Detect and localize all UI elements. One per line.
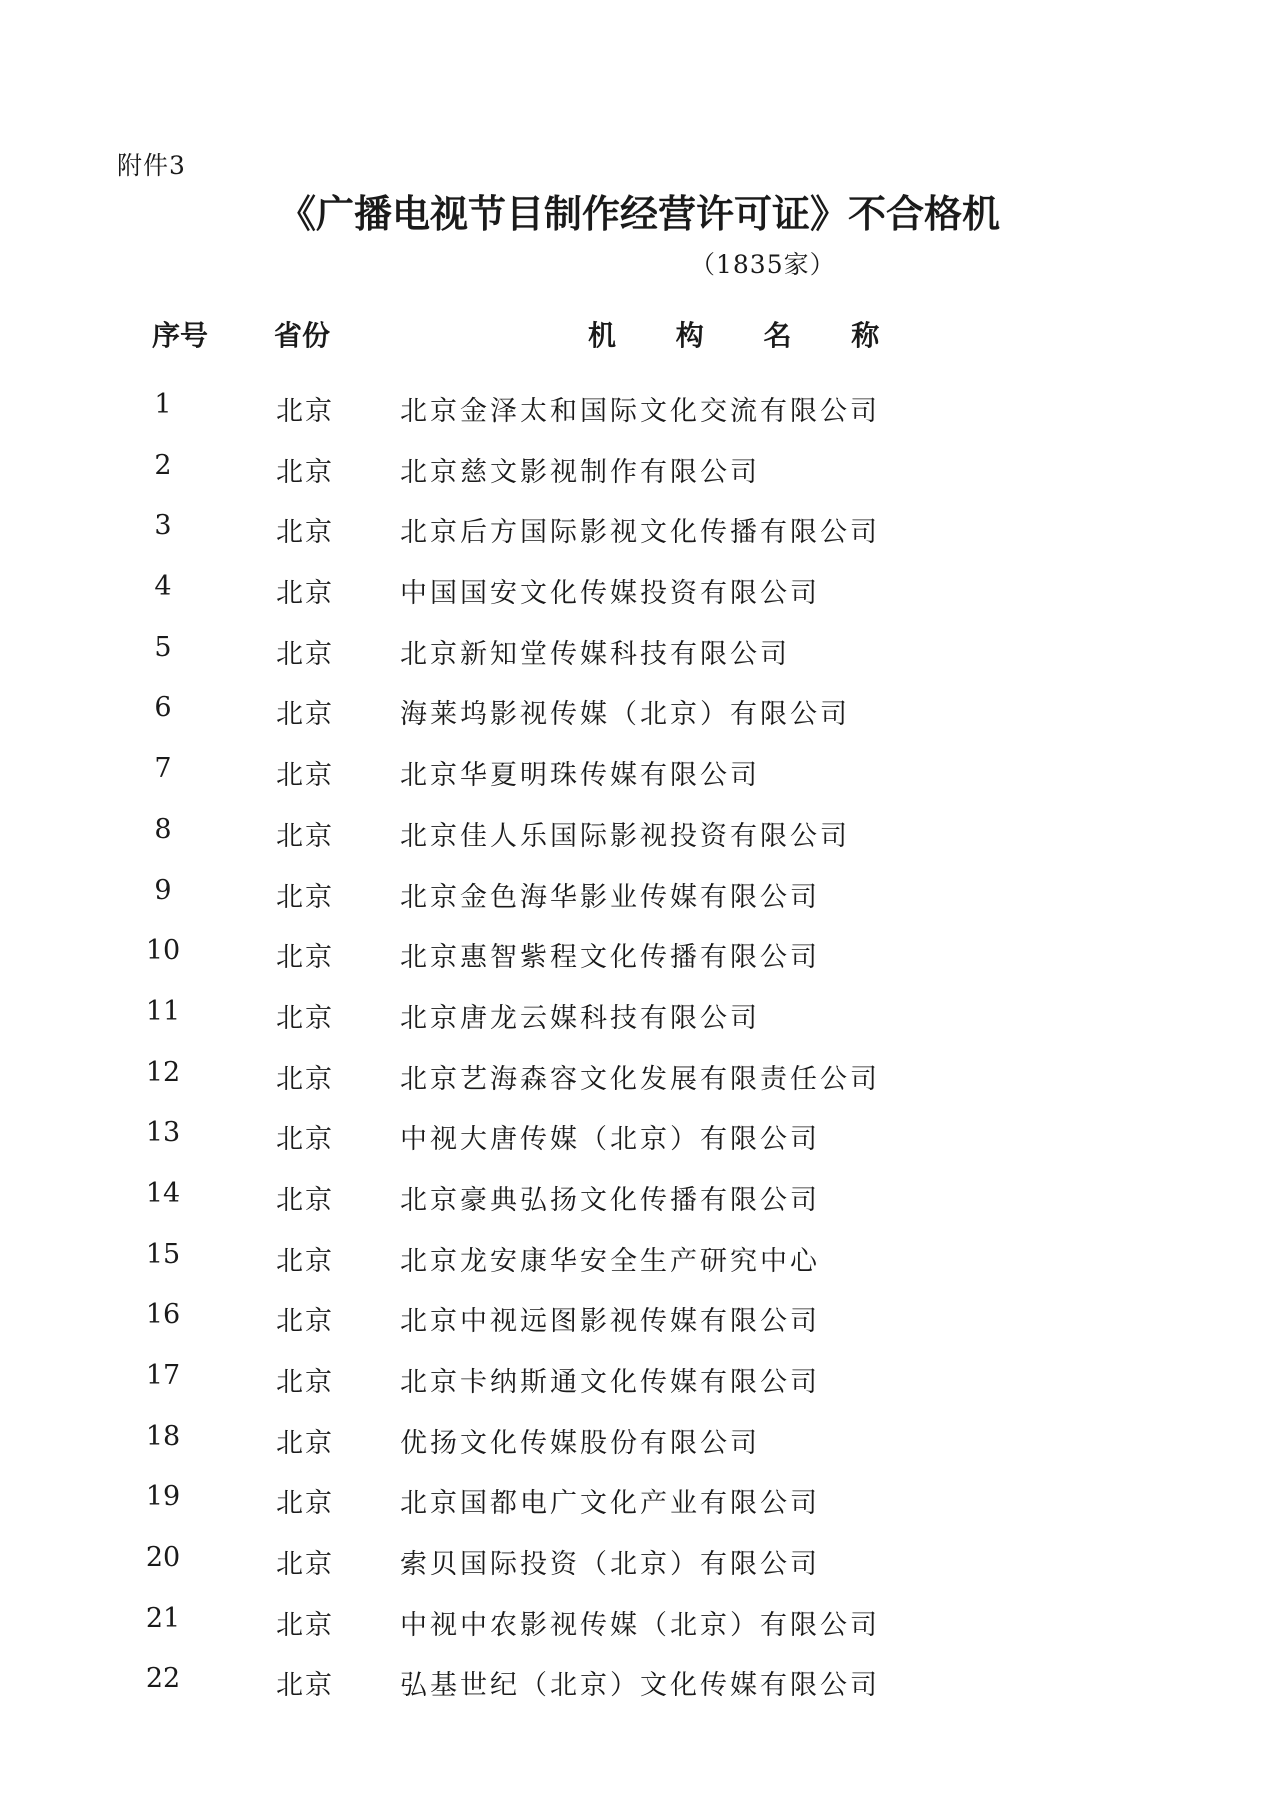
table-row xyxy=(0,983,1280,1044)
attachment-label: 附件3 xyxy=(117,151,186,180)
row-number: 3 xyxy=(154,510,172,542)
row-institution-name: 北京卡纳斯通文化传媒有限公司 xyxy=(400,1367,820,1398)
row-number: 21 xyxy=(145,1602,181,1634)
row-province: 北京 xyxy=(276,638,334,670)
row-institution-name: 北京艺海森容文化发展有限责任公司 xyxy=(400,1063,880,1095)
row-institution-name: 北京豪典弘扬文化传播有限公司 xyxy=(400,1184,820,1216)
table-row xyxy=(0,1044,1280,1105)
row-institution-name: 北京中视远图影视传媒有限公司 xyxy=(400,1306,820,1338)
table-row xyxy=(0,801,1280,862)
document-title: 《广播电视节目制作经营许可证》不合格机 xyxy=(278,192,1001,236)
row-province: 北京 xyxy=(276,396,334,427)
header-province: 省份 xyxy=(274,319,331,352)
row-province: 北京 xyxy=(276,760,334,792)
table-row xyxy=(0,497,1280,558)
row-province: 北京 xyxy=(276,1306,334,1338)
table-row xyxy=(0,679,1280,740)
row-province: 北京 xyxy=(276,881,334,913)
row-number: 12 xyxy=(145,1056,181,1088)
row-province: 北京 xyxy=(276,1245,334,1277)
table-row xyxy=(0,1408,1280,1469)
row-number: 20 xyxy=(145,1542,181,1574)
row-institution-name: 海莱坞影视传媒（北京）有限公司 xyxy=(400,699,850,731)
row-province: 北京 xyxy=(276,517,334,549)
row-province: 北京 xyxy=(276,1427,334,1459)
row-institution-name: 中视大唐传媒（北京）有限公司 xyxy=(400,1124,820,1156)
row-number: 2 xyxy=(154,449,172,481)
row-province: 北京 xyxy=(276,1549,334,1581)
row-province: 北京 xyxy=(276,1002,334,1034)
row-province: 北京 xyxy=(276,1609,334,1641)
row-number: 8 xyxy=(154,813,172,845)
row-province: 北京 xyxy=(276,1367,334,1398)
header-number: 序号 xyxy=(151,319,208,352)
row-province: 北京 xyxy=(276,1184,334,1216)
table-row xyxy=(0,1529,1280,1590)
row-number: 13 xyxy=(145,1117,181,1149)
table-row xyxy=(0,862,1280,923)
table-row xyxy=(0,1650,1280,1711)
row-institution-name: 北京佳人乐国际影视投资有限公司 xyxy=(400,820,850,852)
table-row xyxy=(0,437,1280,498)
table-row xyxy=(0,740,1280,801)
row-institution-name: 中视中农影视传媒（北京）有限公司 xyxy=(400,1609,880,1641)
table-row xyxy=(0,1165,1280,1226)
row-number: 10 xyxy=(145,935,181,967)
row-institution-name: 北京金色海华影业传媒有限公司 xyxy=(400,881,820,913)
table-row xyxy=(0,1226,1280,1287)
row-institution-name: 北京国都电广文化产业有限公司 xyxy=(400,1488,820,1520)
row-institution-name: 中国国安文化传媒投资有限公司 xyxy=(400,578,820,610)
row-institution-name: 北京唐龙云媒科技有限公司 xyxy=(400,1002,760,1034)
table-row xyxy=(0,922,1280,983)
row-number: 4 xyxy=(154,571,172,603)
row-number: 14 xyxy=(145,1177,181,1209)
row-number: 16 xyxy=(145,1299,181,1331)
row-institution-name: 北京新知堂传媒科技有限公司 xyxy=(400,638,790,670)
institution-table xyxy=(0,376,1280,1711)
row-number: 19 xyxy=(145,1481,181,1513)
row-institution-name: 北京华夏明珠传媒有限公司 xyxy=(400,760,760,792)
table-row xyxy=(0,1590,1280,1651)
table-row xyxy=(0,1286,1280,1347)
row-institution-name: 弘基世纪（北京）文化传媒有限公司 xyxy=(400,1670,880,1702)
row-number: 15 xyxy=(145,1238,181,1270)
table-row xyxy=(0,619,1280,680)
row-number: 9 xyxy=(154,874,172,906)
row-institution-name: 北京慈文影视制作有限公司 xyxy=(400,456,760,488)
row-institution-name: 索贝国际投资（北京）有限公司 xyxy=(400,1549,820,1581)
row-institution-name: 北京惠智紫程文化传播有限公司 xyxy=(400,942,820,974)
row-number: 17 xyxy=(145,1360,181,1391)
row-number: 5 xyxy=(154,631,172,663)
table-row xyxy=(0,1347,1280,1408)
row-province: 北京 xyxy=(276,1124,334,1156)
row-number: 11 xyxy=(145,995,181,1027)
row-number: 18 xyxy=(145,1420,181,1452)
row-province: 北京 xyxy=(276,699,334,731)
row-number: 7 xyxy=(154,753,172,785)
row-province: 北京 xyxy=(276,578,334,610)
table-row xyxy=(0,376,1280,437)
row-institution-name: 北京龙安康华安全生产研究中心 xyxy=(400,1245,820,1277)
row-province: 北京 xyxy=(276,1670,334,1702)
table-row xyxy=(0,1104,1280,1165)
header-institution-name: 机 构 名 称 xyxy=(588,319,905,352)
row-province: 北京 xyxy=(276,1488,334,1520)
row-province: 北京 xyxy=(276,942,334,974)
row-number: 1 xyxy=(154,389,172,420)
institution-count: （1835家） xyxy=(690,250,836,279)
row-institution-name: 北京后方国际影视文化传播有限公司 xyxy=(400,517,880,549)
row-number: 22 xyxy=(145,1663,181,1695)
row-number: 6 xyxy=(154,692,172,724)
table-row xyxy=(0,558,1280,619)
row-institution-name: 北京金泽太和国际文化交流有限公司 xyxy=(400,396,880,427)
row-institution-name: 优扬文化传媒股份有限公司 xyxy=(400,1427,760,1459)
table-row xyxy=(0,1468,1280,1529)
row-province: 北京 xyxy=(276,456,334,488)
row-province: 北京 xyxy=(276,1063,334,1095)
row-province: 北京 xyxy=(276,820,334,852)
